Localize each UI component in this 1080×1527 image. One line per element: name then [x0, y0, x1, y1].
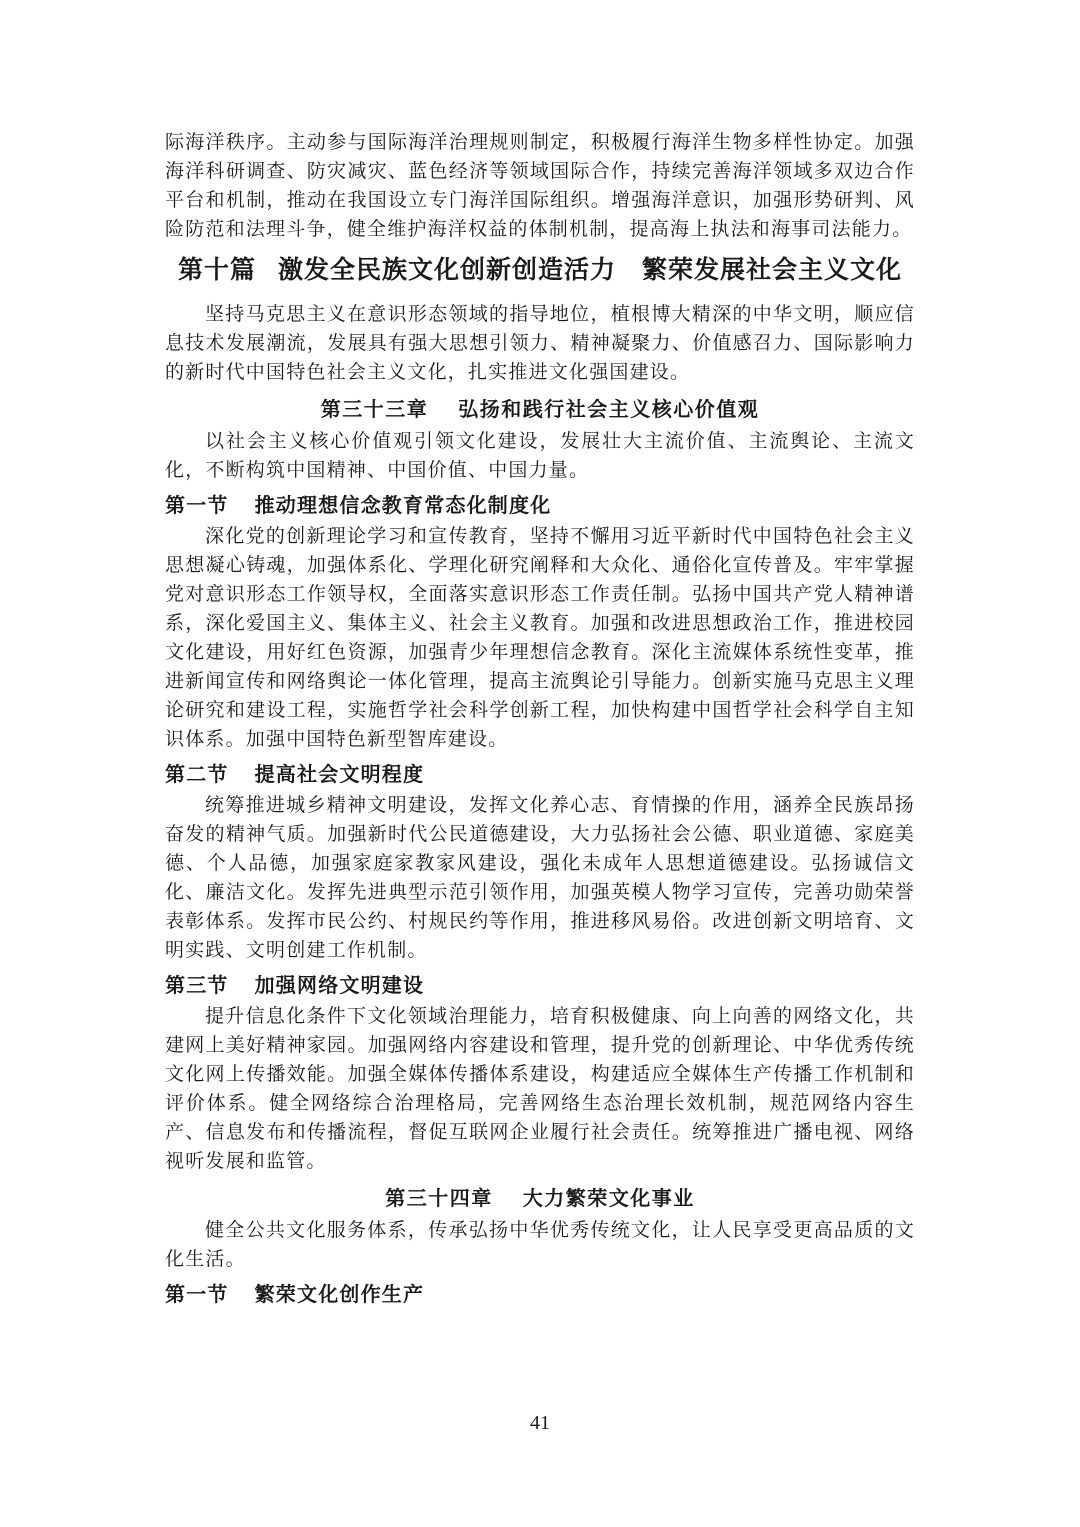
section-number: 第一节 [165, 1282, 229, 1306]
body-paragraph: 坚持马克思主义在意识形态领域的指导地位，植根博大精深的中华文明，顺应信息技术发展潮流，发展具有强大思想引领力、精神凝聚力、价值感召力、国际影响力的新时代中国特色社会主义文化，扎实推进文化强国建设。 [165, 303, 915, 383]
chapter-heading: 大力繁荣文化事业 [522, 1186, 695, 1210]
part-number: 第十篇 [177, 255, 256, 284]
chapter-title [165, 1182, 915, 1214]
section-heading: 繁荣文化创作生产 [254, 1282, 425, 1306]
section-title [165, 1278, 915, 1310]
chapter-number: 第三十四章 [385, 1186, 493, 1210]
section-title [165, 758, 915, 790]
section-number: 第三节 [165, 973, 229, 997]
part-title [165, 252, 915, 288]
section-title [165, 489, 915, 521]
section-heading: 加强网络文明建设 [254, 973, 425, 997]
chapter-heading: 弘扬和践行社会主义核心价值观 [458, 397, 760, 421]
section-heading: 提高社会文明程度 [254, 762, 425, 786]
document-page [165, 128, 915, 1311]
chapter-number: 第三十三章 [320, 397, 429, 421]
body-paragraph: 健全公共文化服务体系，传承弘扬中华优秀传统文化，让人民享受更高品质的文化生活。 [165, 1219, 915, 1270]
body-paragraph: 深化党的创新理论学习和宣传教育，坚持不懈用习近平新时代中国特色社会主义思想凝心铸魂，加强体系化、学理化研究阐释和大众化、通俗化宣传普及。牢牢掌握党对意识形态工作领导权，全面落实意识形态工作责任制。弘扬中国共产党人精神谱系，深化爱国主义、集体主义、社会主义教育。加强和改进思想政治工作，推进校园文化建设，用好红色资源，加强青少年理想信念教育。深化主流媒体系统性变革，推进新闻宣传和网络舆论一体化管理，提高主流舆论引导能力。创新实施马克思主义理论研究和建设工程，实施哲学社会科学创新工程，加快构建中国哲学社会科学自主知识体系。加强中国特色新型智库建设。 [165, 525, 915, 750]
section-number: 第一节 [165, 493, 229, 517]
body-paragraph: 以社会主义核心价值观引领文化建设，发展壮大主流价值、主流舆论、主流文化，不断构筑中国精神、中国价值、中国力量。 [165, 430, 915, 481]
section-number: 第二节 [165, 762, 229, 786]
body-paragraph: 际海洋秩序。主动参与国际海洋治理规则制定，积极履行海洋生物多样性协定。加强海洋科研调查、防灾减灾、蓝色经济等领域国际合作，持续完善海洋领域多双边合作平台和机制，推动在我国设立专门海洋国际组织。增强海洋意识，加强形势研判、风险防范和法理斗争，健全维护海洋权益的体制机制，提高海上执法和海事司法能力。 [165, 131, 915, 240]
body-paragraph: 统筹推进城乡精神文明建设，发挥文化养心志、育情操的作用，涵养全民族昂扬奋发的精神气质。加强新时代公民道德建设，大力弘扬社会公德、职业道德、家庭美德、个人品德，加强家庭家教家风建设，强化未成年人思想道德建设。弘扬诚信文化、廉洁文化。发挥先进典型示范引领作用，加强英模人物学习宣传，完善功勋荣誉表彰体系。发挥市民公约、村规民约等作用，推进移风易俗。改进创新文明培育、文明实践、文明创建工作机制。 [165, 794, 915, 961]
body-paragraph: 提升信息化条件下文化领域治理能力，培育积极健康、向上向善的网络文化，共建网上美好精神家园。加强网络内容建设和管理，提升党的创新理论、中华优秀传统文化网上传播效能。加强全媒体传播体系建设，构建适应全媒体生产传播工作机制和评价体系。健全网络综合治理格局，完善网络生态治理长效机制，规范网络内容生产、信息发布和传播流程，督促互联网企业履行社会责任。统筹推进广播电视、网络视听发展和监管。 [165, 1005, 915, 1172]
page-number: 41 [530, 1412, 550, 1434]
chapter-title [165, 393, 915, 425]
part-heading: 激发全民族文化创新创造活力 繁荣发展社会主义文化 [278, 255, 903, 284]
section-heading: 推动理想信念教育常态化制度化 [254, 493, 552, 517]
section-title [165, 969, 915, 1001]
